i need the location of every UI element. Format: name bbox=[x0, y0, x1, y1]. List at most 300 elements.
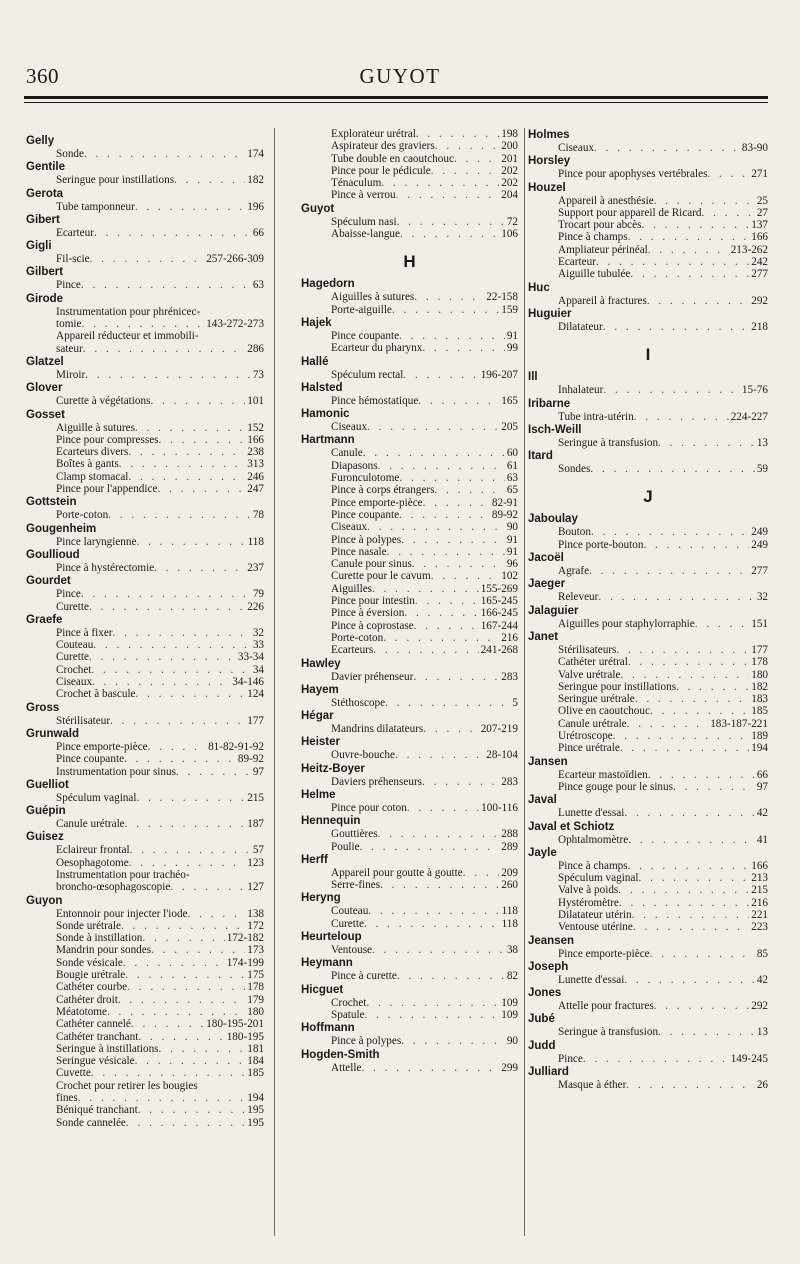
instrument-name: Serre-fines bbox=[331, 879, 381, 892]
instrument-name: Canule pour sinus bbox=[331, 558, 412, 571]
page-reference: 213 bbox=[751, 872, 768, 885]
surname-heading: Hennequin bbox=[301, 815, 361, 828]
instrument-row bbox=[26, 932, 264, 944]
surname-heading: Goullioud bbox=[26, 548, 80, 561]
instrument-row bbox=[528, 730, 768, 742]
dot-leader bbox=[151, 944, 245, 956]
surname-heading: Itard bbox=[528, 450, 553, 463]
page-reference: 100-116 bbox=[481, 801, 518, 814]
page-reference: 175 bbox=[247, 969, 264, 982]
instrument-row bbox=[26, 792, 264, 804]
page-reference: 57 bbox=[252, 844, 264, 857]
instrument-name: Tube intra-utérin bbox=[558, 410, 634, 423]
instrument-row bbox=[301, 1062, 518, 1074]
instrument-name: Olive en caoutchouc bbox=[558, 705, 650, 718]
page-reference: 149-245 bbox=[730, 1052, 768, 1065]
page-reference: 249 bbox=[751, 538, 768, 551]
page-reference: 238 bbox=[247, 446, 264, 459]
instrument-name: Instrumentation pour sinus bbox=[56, 765, 176, 778]
section-letter: J bbox=[643, 487, 653, 507]
instrument-row bbox=[528, 669, 768, 681]
page-reference: 96 bbox=[506, 558, 518, 571]
dot-leader bbox=[650, 948, 755, 960]
page-reference: 82-91 bbox=[491, 496, 518, 509]
index-entry bbox=[528, 934, 768, 960]
dot-leader bbox=[108, 509, 251, 521]
dot-leader bbox=[620, 669, 749, 681]
page-reference: 155-269 bbox=[480, 582, 518, 595]
surname-heading: Guépin bbox=[26, 805, 66, 818]
instrument-name: sateur bbox=[56, 342, 83, 355]
instrument-row bbox=[528, 1000, 768, 1012]
page-reference: 177 bbox=[247, 714, 264, 727]
column-separator bbox=[524, 128, 525, 1236]
page-number: 360 bbox=[26, 64, 59, 88]
instrument-name: Appareil pour goutte à goutte bbox=[331, 866, 463, 879]
dot-leader bbox=[407, 802, 479, 814]
instrument-name: Pince à éversion bbox=[331, 607, 405, 620]
instrument-row bbox=[301, 546, 518, 558]
instrument-name: Pince urétrale bbox=[558, 742, 620, 755]
dot-leader bbox=[135, 201, 245, 213]
page-reference: 196-207 bbox=[480, 368, 518, 381]
dot-leader bbox=[422, 776, 499, 788]
surname-heading: Gilbert bbox=[26, 266, 64, 279]
page-reference: 143-272-273 bbox=[206, 318, 264, 331]
instrument-row bbox=[528, 897, 768, 909]
dot-leader bbox=[635, 693, 749, 705]
instrument-row bbox=[301, 905, 518, 917]
instrument-name: fines bbox=[56, 1092, 78, 1105]
index-entry bbox=[528, 577, 768, 603]
page-reference: 172 bbox=[247, 919, 264, 932]
instrument-name: Stéthoscope bbox=[331, 696, 386, 709]
index-entry bbox=[528, 551, 768, 577]
surname-heading: Gigli bbox=[26, 240, 52, 253]
instrument-row bbox=[301, 558, 518, 570]
instrument-row bbox=[528, 539, 768, 551]
index-entry bbox=[301, 735, 518, 761]
index-entry bbox=[26, 355, 264, 381]
instrument-row bbox=[26, 201, 264, 213]
surname-heading: Judd bbox=[528, 1039, 556, 1052]
instrument-row bbox=[528, 742, 768, 754]
instrument-name: Crochet bbox=[331, 996, 367, 1009]
page-reference: 288 bbox=[501, 828, 518, 841]
surname-heading: Hajek bbox=[301, 316, 332, 329]
instrument-name: Porte-aiguille bbox=[331, 303, 392, 316]
instrument-name: Cathéter tranchant bbox=[56, 1030, 139, 1043]
dot-leader bbox=[641, 219, 749, 231]
instrument-name: Pince emporte-pièce bbox=[558, 947, 650, 960]
index-column-2 bbox=[301, 128, 518, 1074]
index-entry bbox=[26, 778, 264, 804]
surname-heading: Herff bbox=[301, 853, 328, 866]
surname-heading: Jones bbox=[528, 987, 562, 1000]
page-reference: 152 bbox=[247, 421, 264, 434]
instrument-row bbox=[301, 595, 518, 607]
page-reference: 33 bbox=[252, 639, 264, 652]
page-reference: 102 bbox=[501, 570, 518, 583]
dot-leader bbox=[127, 981, 245, 993]
index-entry bbox=[528, 604, 768, 630]
instrument-name: Pince à coprostase bbox=[331, 619, 414, 632]
page-reference: 66 bbox=[756, 768, 768, 781]
dot-leader bbox=[415, 595, 479, 607]
instrument-name: Ecarteurs bbox=[331, 644, 374, 657]
instrument-row bbox=[528, 411, 768, 423]
instrument-row bbox=[528, 921, 768, 933]
dot-leader bbox=[367, 421, 499, 433]
instrument-row bbox=[301, 534, 518, 546]
instrument-row bbox=[301, 153, 518, 165]
dot-leader bbox=[434, 484, 504, 496]
instrument-row bbox=[528, 321, 768, 333]
page-reference: 91 bbox=[506, 329, 518, 342]
dot-leader bbox=[435, 140, 499, 152]
instrument-name: Poulie bbox=[331, 840, 360, 853]
page-reference: 223 bbox=[751, 921, 768, 934]
instrument-name: Seringue pour instillations bbox=[558, 680, 677, 693]
instrument-name: Aiguilles bbox=[331, 582, 373, 595]
index-entry bbox=[528, 960, 768, 986]
instrument-row bbox=[301, 632, 518, 644]
dot-leader bbox=[121, 920, 245, 932]
instrument-name: Clamp stomacal bbox=[56, 470, 129, 483]
instrument-name: Pince pour l'appendice bbox=[56, 483, 158, 496]
dot-leader bbox=[365, 1009, 500, 1021]
dot-leader bbox=[399, 330, 505, 342]
page-reference: 34 bbox=[252, 663, 264, 676]
instrument-row bbox=[26, 639, 264, 651]
instrument-name: Sonde bbox=[56, 148, 84, 160]
page-reference: 260 bbox=[501, 879, 518, 892]
surname-heading: Gelly bbox=[26, 135, 55, 147]
instrument-name: Appareil à fractures bbox=[558, 294, 647, 307]
instrument-row bbox=[528, 681, 768, 693]
page-reference: 201 bbox=[501, 152, 518, 165]
surname-heading: Jaboulay bbox=[528, 513, 578, 526]
instrument-name: Pince à polypes bbox=[331, 533, 402, 546]
surname-heading: Holmes bbox=[528, 129, 570, 141]
instrument-row bbox=[26, 741, 264, 753]
page-reference: 202 bbox=[501, 177, 518, 190]
index-entry bbox=[528, 370, 768, 396]
instrument-name: Aspirateur des graviers bbox=[331, 140, 435, 153]
page-reference: 166 bbox=[751, 231, 768, 244]
surname-heading: Jaeger bbox=[528, 578, 566, 591]
page-reference: 106 bbox=[501, 228, 518, 241]
index-entry bbox=[301, 983, 518, 1022]
dot-leader bbox=[118, 994, 245, 1006]
instrument-name: Sonde à instillation bbox=[56, 932, 143, 945]
index-entry bbox=[26, 804, 264, 830]
surname-heading: Guisez bbox=[26, 831, 64, 844]
dot-leader bbox=[620, 742, 749, 754]
index-entry bbox=[528, 630, 768, 755]
instrument-row bbox=[26, 318, 264, 330]
instrument-description: Instrumentation pour phrénicec- bbox=[56, 305, 201, 318]
page-reference: 221 bbox=[751, 908, 768, 921]
dot-leader bbox=[643, 539, 749, 551]
index-entry bbox=[301, 853, 518, 892]
instrument-name: Inhalateur bbox=[558, 384, 604, 397]
index-entry bbox=[301, 814, 518, 853]
instrument-row bbox=[26, 957, 264, 969]
index-entry bbox=[301, 1048, 518, 1074]
page-reference: 127 bbox=[247, 881, 264, 894]
instrument-name: Pince à polypes bbox=[331, 1035, 402, 1048]
index-entry bbox=[26, 265, 264, 291]
instrument-row bbox=[301, 165, 518, 177]
page-reference: 283 bbox=[501, 670, 518, 683]
instrument-row bbox=[26, 981, 264, 993]
dot-leader bbox=[676, 681, 749, 693]
page-reference: 183-187-221 bbox=[710, 717, 768, 730]
instrument-row bbox=[26, 753, 264, 765]
surname-heading: Janet bbox=[528, 630, 559, 643]
page-reference: 38 bbox=[506, 944, 518, 957]
instrument-name: Pince laryngienne bbox=[56, 535, 137, 548]
dot-leader bbox=[454, 153, 499, 165]
index-entry bbox=[528, 1039, 768, 1065]
page-reference: 91 bbox=[506, 545, 518, 558]
instrument-row bbox=[301, 1009, 518, 1021]
dot-leader bbox=[130, 844, 251, 856]
page-reference: 109 bbox=[501, 996, 518, 1009]
page-reference: 59 bbox=[756, 463, 768, 476]
instrument-name: Ventouse utérine bbox=[558, 921, 633, 934]
instrument-name: Pince bbox=[56, 588, 81, 601]
page-reference: 22-158 bbox=[486, 291, 518, 304]
page-reference: 90 bbox=[506, 521, 518, 534]
instrument-name: Trocart pour abcès bbox=[558, 219, 642, 232]
dot-leader bbox=[648, 769, 755, 781]
page-reference: 184 bbox=[247, 1055, 264, 1068]
instrument-row bbox=[26, 174, 264, 186]
instrument-row bbox=[528, 834, 768, 846]
instrument-row bbox=[528, 1079, 768, 1091]
instrument-row bbox=[301, 671, 518, 683]
page-reference: 195 bbox=[247, 1116, 264, 1129]
instrument-name: Diapasons bbox=[331, 459, 378, 472]
instrument-name: Seringue pour instillations bbox=[56, 174, 175, 187]
instrument-name: Cathéter courbe bbox=[56, 981, 128, 994]
header-rule bbox=[24, 96, 768, 99]
dot-leader bbox=[648, 244, 729, 256]
instrument-row bbox=[528, 884, 768, 896]
dot-leader bbox=[93, 639, 251, 651]
page-reference: 89-92 bbox=[237, 753, 264, 766]
instrument-name: Tube double en caoutchouc bbox=[331, 152, 454, 165]
instrument-row bbox=[26, 446, 264, 458]
instrument-name: Furonculotome bbox=[331, 472, 400, 485]
dot-leader bbox=[397, 216, 505, 228]
instrument-row bbox=[26, 458, 264, 470]
dot-leader bbox=[658, 1026, 755, 1038]
instrument-name: Curette bbox=[331, 917, 364, 930]
dot-leader bbox=[148, 741, 206, 753]
instrument-row bbox=[26, 1031, 264, 1043]
page-reference: 185 bbox=[247, 1067, 264, 1080]
dot-leader bbox=[136, 536, 245, 548]
dot-leader bbox=[159, 434, 246, 446]
instrument-row bbox=[301, 944, 518, 956]
instrument-name: Boîtes à gants bbox=[56, 458, 119, 471]
page-reference: 185 bbox=[751, 705, 768, 718]
page-reference: 257-266-309 bbox=[206, 253, 264, 266]
instrument-name: Sondes bbox=[558, 463, 591, 476]
instrument-row bbox=[301, 918, 518, 930]
page-reference: 180 bbox=[751, 668, 768, 681]
page-reference: 79 bbox=[252, 588, 264, 601]
index-entry bbox=[26, 239, 264, 265]
index-entry bbox=[528, 307, 768, 333]
instrument-name: Seringue à transfusion bbox=[558, 1026, 659, 1039]
instrument-name: Cathéter droit bbox=[56, 993, 118, 1006]
dot-leader bbox=[654, 1000, 750, 1012]
page-reference: 101 bbox=[247, 395, 264, 408]
dot-leader bbox=[387, 546, 505, 558]
instrument-name: Lunette d'essai bbox=[558, 807, 625, 820]
page-reference: 118 bbox=[501, 905, 518, 918]
dot-leader bbox=[136, 688, 246, 700]
index-entry bbox=[301, 277, 518, 316]
instrument-row bbox=[26, 908, 264, 920]
dot-leader bbox=[383, 632, 499, 644]
page-reference: 97 bbox=[756, 780, 768, 793]
header-rule-thin bbox=[24, 102, 768, 103]
instrument-name: Pince gouge pour le sinus bbox=[558, 780, 673, 793]
instrument-name: Couteau bbox=[56, 639, 94, 652]
instrument-row bbox=[528, 656, 768, 668]
instrument-name: Spéculum vaginal bbox=[558, 872, 639, 885]
instrument-name: Spatule bbox=[331, 1008, 365, 1021]
instrument-name: Pince hémostatique bbox=[331, 394, 419, 407]
page-reference: 118 bbox=[501, 917, 518, 930]
instrument-row bbox=[301, 447, 518, 459]
dot-leader bbox=[598, 591, 754, 603]
dot-leader bbox=[591, 526, 749, 538]
dot-leader bbox=[364, 918, 500, 930]
surname-heading: Hawley bbox=[301, 657, 341, 670]
page-reference: 271 bbox=[751, 168, 768, 181]
page-reference: 109 bbox=[501, 1008, 518, 1021]
instrument-name: Sonde urétrale bbox=[56, 919, 121, 932]
instrument-name: Pince à curette bbox=[331, 970, 397, 983]
instrument-name: Pince coupante bbox=[331, 508, 400, 521]
dot-leader bbox=[603, 384, 740, 396]
instrument-name: Pince à corps étrangers bbox=[331, 484, 435, 497]
surname-heading: Huc bbox=[528, 281, 550, 294]
dot-leader bbox=[90, 253, 205, 265]
instrument-row bbox=[26, 509, 264, 521]
instrument-row bbox=[528, 781, 768, 793]
index-entry bbox=[528, 512, 768, 551]
instrument-name: Aiguilles à sutures bbox=[331, 291, 415, 304]
dot-leader bbox=[125, 969, 245, 981]
instrument-name: Pince porte-bouton bbox=[558, 538, 644, 551]
instrument-name: Eclaireur frontal bbox=[56, 844, 130, 857]
dot-leader bbox=[367, 521, 505, 533]
surname-heading: Horsley bbox=[528, 155, 571, 168]
surname-heading: Huguier bbox=[528, 307, 572, 320]
page-reference: 292 bbox=[751, 294, 768, 307]
instrument-row bbox=[301, 1035, 518, 1047]
instrument-row bbox=[26, 483, 264, 495]
page-reference: 286 bbox=[247, 342, 264, 355]
page-reference: 83-90 bbox=[741, 142, 768, 154]
index-entry bbox=[301, 657, 518, 683]
dot-leader bbox=[414, 291, 484, 303]
instrument-row bbox=[26, 844, 264, 856]
index-entry bbox=[26, 701, 264, 727]
dot-leader bbox=[78, 1092, 245, 1104]
instrument-name: Ophtalmomètre bbox=[558, 833, 629, 846]
page-reference: 182 bbox=[751, 680, 768, 693]
page-reference: 166 bbox=[751, 859, 768, 872]
page-reference: 65 bbox=[506, 484, 518, 497]
instrument-name: Agrafe bbox=[558, 565, 590, 578]
dot-leader bbox=[628, 834, 755, 846]
dot-leader bbox=[83, 343, 246, 355]
instrument-name: Stérilisateurs bbox=[558, 643, 617, 656]
instrument-name: Pince pour intestin bbox=[331, 595, 415, 608]
dot-leader bbox=[392, 304, 499, 316]
page-reference: 194 bbox=[751, 742, 768, 755]
instrument-row bbox=[26, 369, 264, 381]
instrument-name: Abaisse-langue bbox=[331, 228, 400, 241]
page-reference: 209 bbox=[501, 866, 518, 879]
dot-leader bbox=[142, 932, 224, 944]
dot-leader bbox=[85, 369, 251, 381]
instrument-row bbox=[528, 256, 768, 268]
section-letter: H bbox=[403, 252, 416, 272]
instrument-name: Bouton bbox=[558, 526, 591, 539]
surname-heading: Jansen bbox=[528, 755, 568, 768]
surname-heading: Hogden-Smith bbox=[301, 1048, 380, 1061]
surname-heading: Heitz-Boyer bbox=[301, 762, 365, 775]
instrument-row bbox=[26, 969, 264, 981]
instrument-name: Ecarteur mastoïdien bbox=[558, 768, 648, 781]
instrument-row bbox=[528, 219, 768, 231]
dot-leader bbox=[618, 884, 749, 896]
instrument-row bbox=[528, 1026, 768, 1038]
instrument-name: Aiguilles pour staphylorraphie bbox=[558, 617, 695, 630]
instrument-name: Hystéromètre bbox=[558, 896, 619, 909]
dot-leader bbox=[624, 807, 754, 819]
index-entry bbox=[26, 381, 264, 407]
instrument-name: Porte-coton bbox=[331, 631, 384, 644]
dot-leader bbox=[418, 395, 499, 407]
surname-heading: Isch-Weill bbox=[528, 423, 582, 436]
instrument-row bbox=[528, 705, 768, 717]
index-entry bbox=[301, 956, 518, 982]
instrument-row bbox=[26, 227, 264, 239]
dot-leader bbox=[414, 620, 479, 632]
page-reference: 166 bbox=[247, 433, 264, 446]
page-reference: 205 bbox=[501, 421, 518, 434]
dot-leader bbox=[647, 295, 749, 307]
dot-leader bbox=[632, 909, 750, 921]
surname-heading: Glatzel bbox=[26, 355, 64, 368]
dot-leader bbox=[174, 174, 245, 186]
instrument-row bbox=[301, 828, 518, 840]
page-reference: 91 bbox=[506, 533, 518, 546]
page-reference: 216 bbox=[501, 631, 518, 644]
index-entry bbox=[26, 213, 264, 239]
instrument-name: Porte-coton bbox=[56, 509, 109, 522]
